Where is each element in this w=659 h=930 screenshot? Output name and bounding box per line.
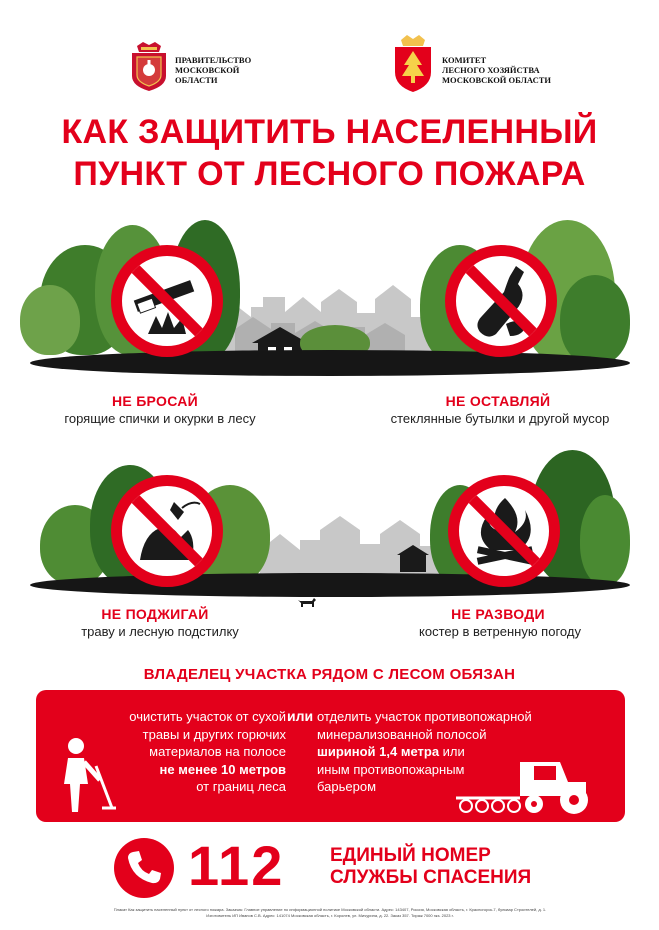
page-title-line-2: ПУНКТ ОТ ЛЕСНОГО ПОЖАРА <box>73 155 586 193</box>
panel-right-line: иным противопожарным <box>317 761 465 777</box>
panel-left-line: травы и других горючих <box>142 726 286 742</box>
page-title-line-1: КАК ЗАЩИТИТЬ НАСЕЛЕННЫЙ <box>61 113 598 151</box>
tree <box>580 495 630 585</box>
rule-sign-no-grass-burning <box>111 475 223 587</box>
panel-left-line: от границ леса <box>196 779 286 794</box>
rule-head: НЕ РАЗВОДИ <box>451 606 545 622</box>
moscow-oblast-coat-of-arms-icon <box>129 40 169 92</box>
tree <box>560 275 630 365</box>
forest-scene-middle <box>0 445 659 605</box>
panel-right-line: отделить участок противопожарной <box>317 709 532 724</box>
rule-sign-no-campfire <box>448 475 560 587</box>
forestry-committee-emblem-icon <box>391 32 435 94</box>
rule-sub: стеклянные бутылки и другой мусор <box>390 411 610 426</box>
house-silhouette <box>395 543 431 573</box>
rule-sub: горящие спички и окурки в лесу <box>64 411 256 426</box>
phone-icon <box>114 838 174 898</box>
rule-sub: костер в ветренную погоду <box>419 624 581 639</box>
forest-scene-top <box>0 215 659 385</box>
emergency-line-1: ЕДИНЫЙ НОМЕР <box>330 845 491 866</box>
header-right-org-line: ЛЕСНОГО ХОЗЯЙСТВА <box>442 65 540 75</box>
rule-head: НЕ ОСТАВЛЯЙ <box>445 393 551 409</box>
panel-left-line: материалов на полосе <box>149 744 286 759</box>
emergency-number: 112 <box>188 834 285 897</box>
footnote-line: Плакат Как защитить населенный пункт от лесного пожара. Заказчик: Главное управление по информационной политике Московской области. Адрес: 143407, Россия, Московская область, г. Красногорск-7, бульвар Строителей, д. 1. <box>113 907 547 912</box>
header-right-org-line: МОСКОВСКОЙ ОБЛАСТИ <box>442 75 552 85</box>
panel-or: или <box>287 708 314 724</box>
owner-duty-heading: ВЛАДЕЛЕЦ УЧАСТКА РЯДОМ С ЛЕСОМ ОБЯЗАН <box>143 666 516 683</box>
footnote-line: Изготовитель ИП Иванов С.В. Адрес: 141074 Московская область, г. Королев, ул. Мичурина, д. 22. Заказ 357. Тираж 7000 экз. 2023 г. <box>206 913 454 918</box>
header-left-org-line: ОБЛАСТИ <box>175 75 218 85</box>
owner-duty-panel <box>36 690 625 822</box>
panel-right-line: минерализованной полосой <box>317 726 487 742</box>
panel-right-line: барьером <box>317 779 377 794</box>
rule-head: НЕ БРОСАЙ <box>111 393 199 409</box>
dog-silhouette <box>298 595 316 607</box>
tree <box>20 285 80 355</box>
ground <box>30 573 630 597</box>
panel-right-bold-line: шириной 1,4 метра или <box>317 744 465 759</box>
rule-head: НЕ ПОДЖИГАЙ <box>101 606 209 622</box>
panel-left-line: очистить участок от сухой <box>129 709 286 724</box>
rule-sign-no-cigarette <box>111 245 223 357</box>
header-right-org-line: КОМИТЕТ <box>442 55 487 65</box>
rule-sub: траву и лесную подстилку <box>81 624 239 639</box>
ground <box>30 350 630 376</box>
emergency-line-2: СЛУЖБЫ СПАСЕНИЯ <box>330 867 532 888</box>
header-left-org-line: МОСКОВСКОЙ <box>175 65 240 75</box>
rule-sign-no-bottle <box>445 245 557 357</box>
header-left-org-line: ПРАВИТЕЛЬСТВО <box>175 55 252 65</box>
panel-left-bold: не менее 10 метров <box>159 761 286 777</box>
tractor-icon <box>456 752 621 818</box>
